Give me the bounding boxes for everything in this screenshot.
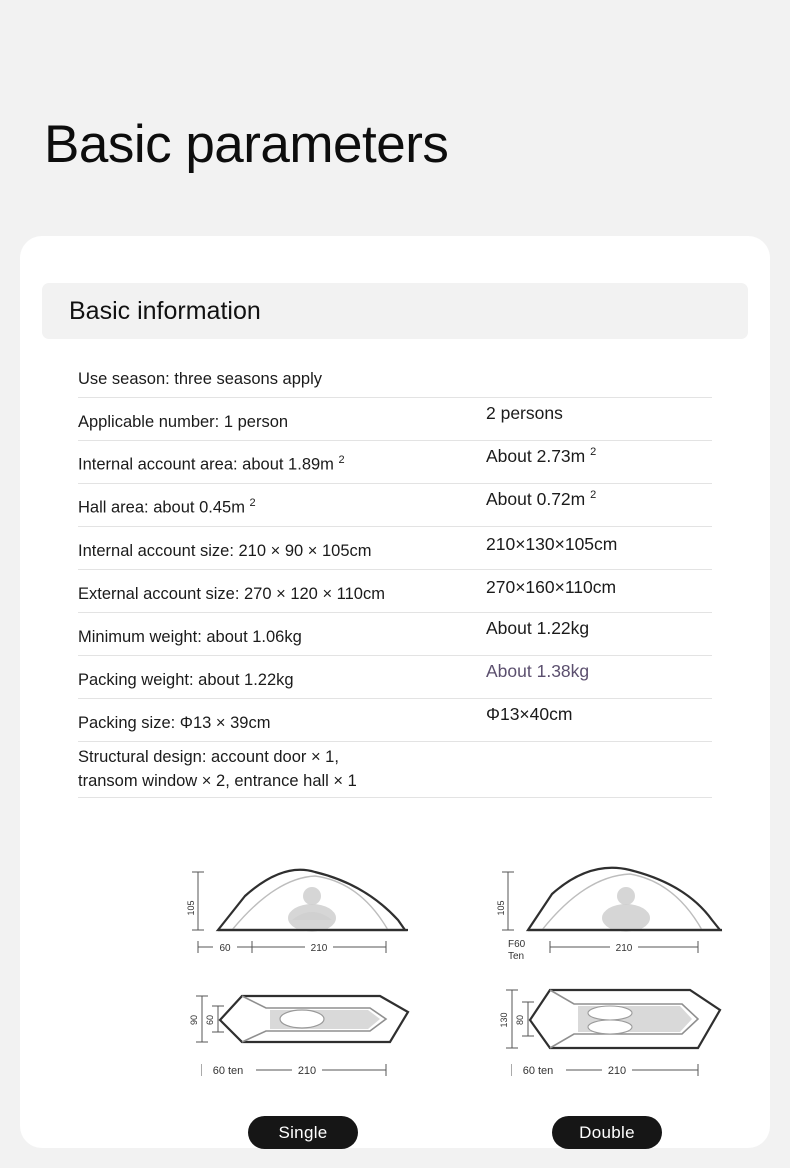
spec-label: Hall area: about 0.45m $^2$ xyxy=(78,497,256,517)
section-header xyxy=(42,283,748,339)
table-row xyxy=(78,699,712,742)
structural-line-1: Structural design: account door × 1, xyxy=(78,748,339,766)
spec-label-structural xyxy=(78,746,484,797)
spec-value: About 1.22kg xyxy=(486,618,590,638)
spec-value: 210×130×105cm xyxy=(486,534,618,554)
svg-text:Ten: Ten xyxy=(508,951,525,962)
diagram-group xyxy=(20,848,770,1148)
table-row xyxy=(78,656,712,699)
table-row xyxy=(78,355,712,398)
table-row xyxy=(78,398,712,441)
spec-label: Packing weight: about 1.22kg xyxy=(78,670,294,689)
svg-text:F60: F60 xyxy=(508,939,526,950)
table-row xyxy=(78,484,712,527)
table-row-structural xyxy=(78,742,712,798)
diagram-double-side-view xyxy=(490,848,790,963)
diagram-double-top-view xyxy=(490,970,790,1120)
svg-text:60 ten: 60 ten xyxy=(212,1065,244,1077)
spec-value: 270×160×110cm xyxy=(486,577,617,597)
svg-text:90: 90 xyxy=(189,1014,199,1026)
spec-label: Minimum weight: about 1.06kg xyxy=(78,627,302,646)
spec-label: Applicable number: 1 person xyxy=(78,412,289,431)
svg-text:60 ten: 60 ten xyxy=(522,1065,554,1077)
page-title: Basic parameters xyxy=(44,115,449,174)
svg-text:60: 60 xyxy=(205,1014,215,1026)
svg-text:210: 210 xyxy=(310,943,328,954)
spec-value: 2 persons xyxy=(486,403,563,423)
svg-text:105: 105 xyxy=(496,900,506,916)
diagram-single-top-view xyxy=(180,970,510,1120)
badge-double: Double xyxy=(552,1116,662,1149)
table-row xyxy=(78,527,712,570)
spec-label: Internal account area: about 1.89m $^2$ xyxy=(78,454,345,474)
svg-text:210: 210 xyxy=(297,1065,317,1077)
svg-text:80: 80 xyxy=(515,1014,525,1026)
badge-single: Single xyxy=(248,1116,358,1149)
table-row xyxy=(78,613,712,656)
svg-text:130: 130 xyxy=(499,1012,509,1028)
spec-value: About 1.38kg xyxy=(486,661,590,681)
spec-card xyxy=(20,236,770,1148)
section-header-label: Basic information xyxy=(69,296,261,325)
diagram-single-side-view xyxy=(180,848,510,963)
spec-label: Internal account size: 210 × 90 × 105cm xyxy=(78,541,372,560)
svg-text:210: 210 xyxy=(607,1065,627,1077)
spec-label: External account size: 270 × 120 × 110cm xyxy=(78,584,385,603)
spec-value xyxy=(484,390,712,393)
badge-group xyxy=(20,1116,770,1149)
svg-text:60: 60 xyxy=(219,943,231,954)
table-row xyxy=(78,441,712,484)
spec-value: About 0.72m $^2$ xyxy=(486,489,597,509)
svg-text:105: 105 xyxy=(186,900,196,916)
spec-value: Φ13×40cm xyxy=(486,704,573,724)
spec-label: Packing size: Φ13 × 39cm xyxy=(78,713,271,732)
table-row xyxy=(78,570,712,613)
structural-line-2: transom window × 2, entrance hall × 1 xyxy=(78,771,357,790)
spec-label: Use season: three seasons apply xyxy=(78,369,322,388)
spec-value: About 2.73m $^2$ xyxy=(486,446,597,466)
svg-text:210: 210 xyxy=(615,943,633,954)
specs-table xyxy=(78,355,712,798)
